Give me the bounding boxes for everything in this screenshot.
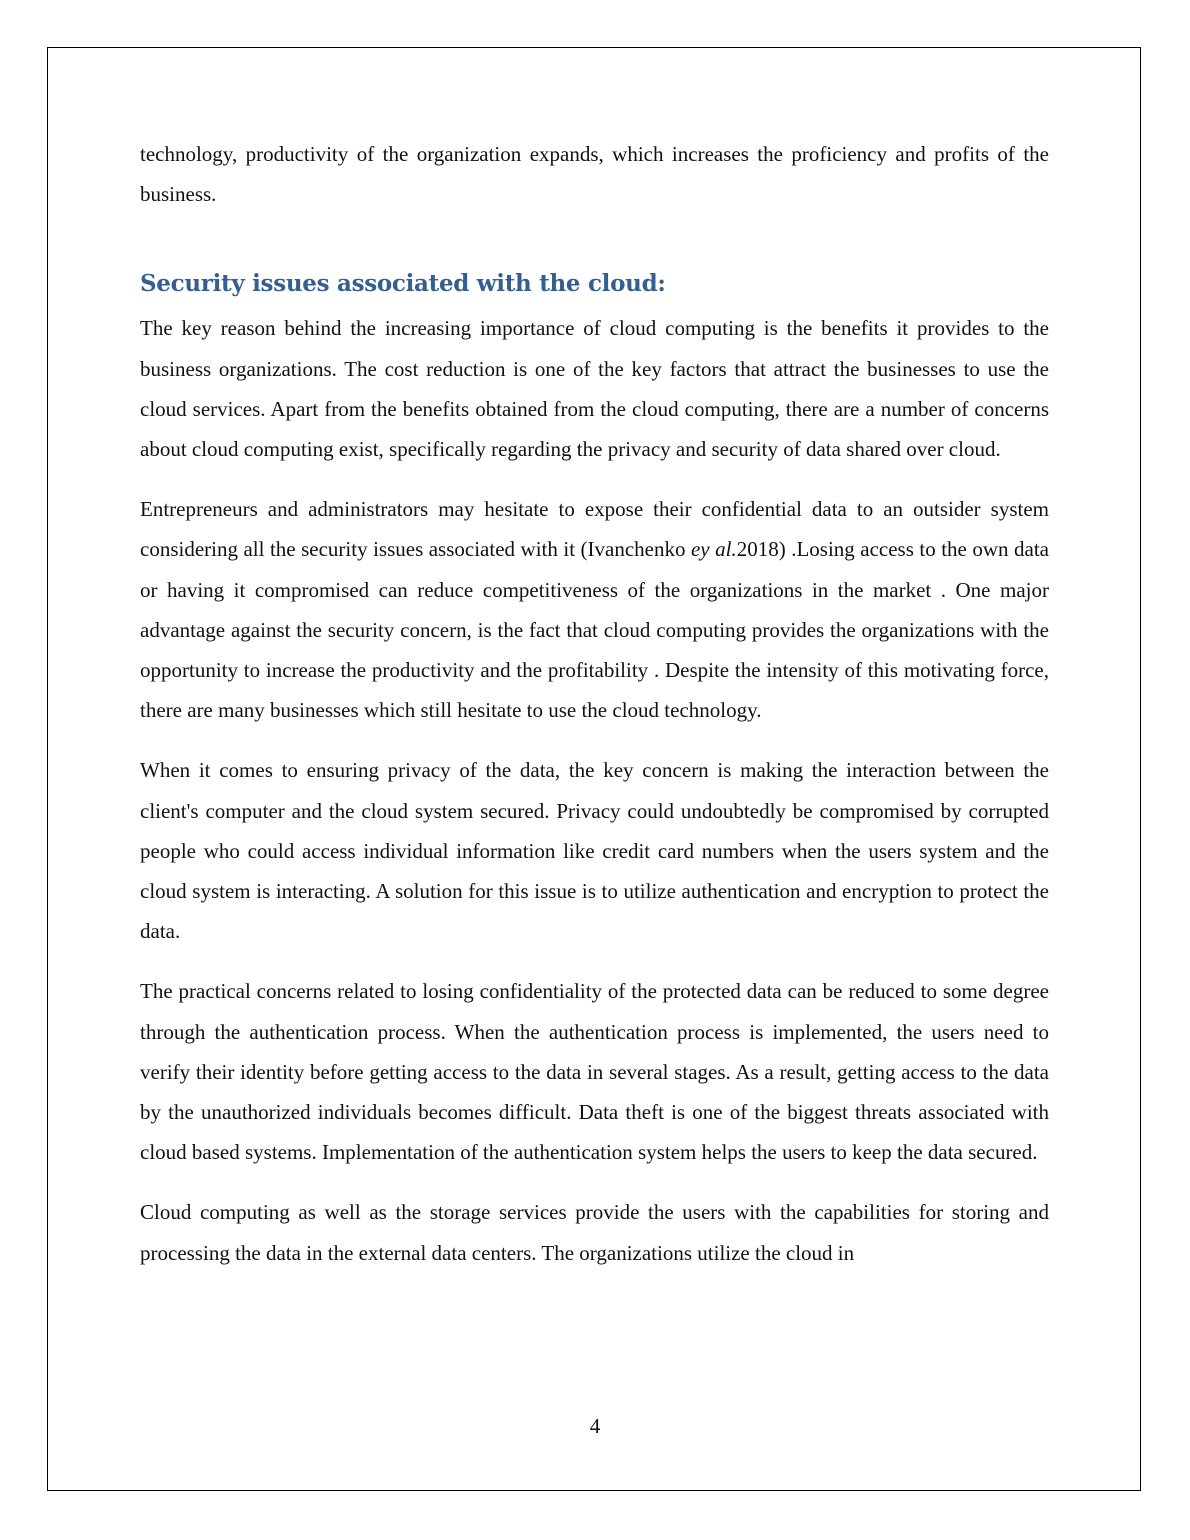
- paragraph-4: The practical concerns related to losing confidentiality of the protected data can be reduced to some degree through the authentication process. When the authentication process is implemented, the users need to verify their identity before getting access to the data in several stages. As a result, getting access to the data by the unauthorized individuals becomes difficult. Data theft is one of the biggest threats associated with cloud based systems. Implementation of the authentication system helps the users to keep the data secured.: [140, 979, 1049, 1165]
- document-body: [140, 134, 1049, 1273]
- paragraph-1: The key reason behind the increasing importance of cloud computing is the benefits it provides to the business organizations. The cost reduction is one of the key factors that attract the businesses to use the cloud services. Apart from the benefits obtained from the cloud computing, there are a number of concerns about cloud computing exist, specifically regarding the privacy and security of data shared over cloud.: [140, 316, 1049, 462]
- paragraph-2: [140, 489, 1049, 730]
- section-heading: Security issues associated with the cloud:: [140, 270, 666, 298]
- intro-paragraph: technology, productivity of the organization expands, which increases the proficiency and profits of the business.: [140, 142, 1049, 207]
- paragraph-5: Cloud computing as well as the storage services provide the users with the capabilities for storing and processing the data in the external data centers. The organizations utilize the cloud in: [140, 1200, 1049, 1265]
- paragraph-3: When it comes to ensuring privacy of the data, the key concern is making the interaction between the client's computer and the cloud system secured. Privacy could undoubtedly be compromised by corrupted people who could access individual information like credit card numbers when the users system and the cloud system is interacting. A solution for this issue is to utilize authentication and encryption to protect the data.: [140, 758, 1049, 944]
- paragraph-2-text-a: Entrepreneurs and administrators may hesitate to expose their confidential data to an outsider system considering all the security issues associated with it (Ivanchenko: [140, 497, 1049, 562]
- paragraph-2-text-b: 2018) .Losing access to the own data or having it compromised can reduce competitiveness of the organizations in the market . One major advantage against the security concern, is the fact that cloud computing provides the organizations with the opportunity to increase the productivity and the profitability . Despite the intensity of this motivating force, there are many businesses which still hesitate to use the cloud technology.: [140, 537, 1049, 723]
- page-number: 4: [589, 1414, 601, 1438]
- citation-italic: ey al.: [690, 537, 737, 562]
